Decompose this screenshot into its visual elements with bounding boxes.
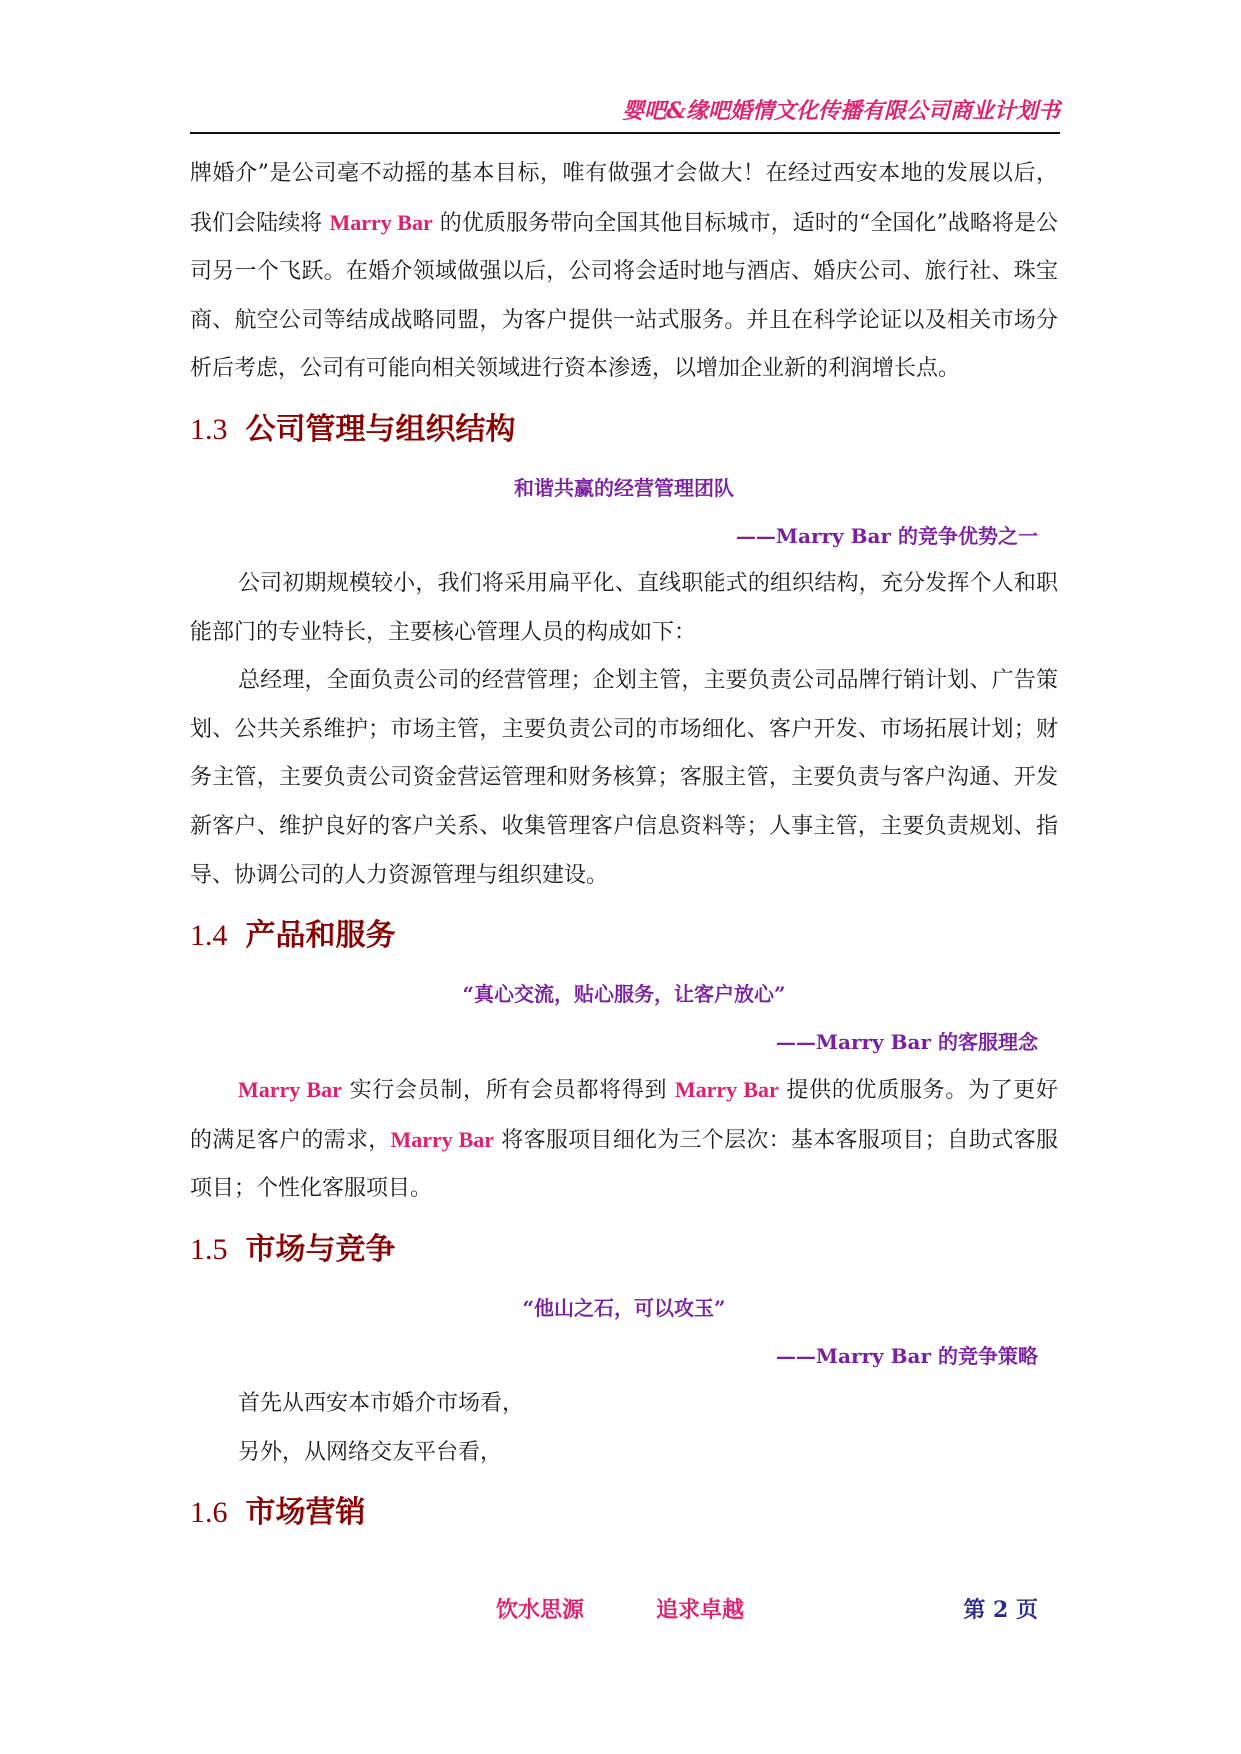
section-motto-attribution: ——Marry Bar 的竞争优势之一: [735, 523, 1038, 548]
document-title: 婴吧&缘吧婚情文化传播有限公司商业计划书: [622, 98, 1060, 124]
section-heading-1-6: [190, 1485, 1058, 1547]
body-paragraph: 另外，从网络交友平台看，: [238, 1439, 503, 1465]
footer-slogan: 追求卓越: [656, 1597, 745, 1623]
section-heading-1-5: [190, 1222, 1058, 1284]
section-title: 市场营销: [245, 1495, 366, 1531]
brand-name: Marry Bar: [674, 1077, 779, 1103]
brand-name: Marry Bar: [238, 1077, 342, 1103]
intro-text-a: 牌婚介”是公司毫不动摇的基本目标，唯有做强才会做大！在经过西安本地的发展以后，我们会陆续将: [190, 161, 1058, 236]
section-motto-attribution: ——Marry Bar 的竞争策略: [775, 1343, 1038, 1368]
section-motto-attribution: ——Marry Bar 的客服理念: [775, 1030, 1038, 1055]
body-paragraph: 总经理，全面负责公司的经营管理；企划主管，主要负责公司品牌行销计划、广告策划、公共关系维护；市场主管，主要负责公司的市场细化、客户开发、市场拓展计划；财务主管，主要负责公司资金营运管理和财务核算；客服主管，主要负责与客户沟通、开发新客户、维护良好的客户关系、收集管理客户信息资料等；人事主管，主要负责规划、指导、协调公司的人力资源管理与组织建设。: [190, 668, 1058, 888]
page-content: [190, 150, 1058, 1547]
section-number: 1.6: [190, 1496, 228, 1530]
body-text: 提供的优质服务。为了更好的满足客户的需求，: [190, 1078, 1058, 1153]
brand-name: Marry Bar: [329, 209, 433, 235]
section-title: 市场与竞争: [245, 1231, 396, 1267]
page-number: 第 2 页: [963, 1597, 1038, 1623]
section-motto: 和谐共赢的经营管理团队: [514, 475, 734, 500]
section-heading-1-3: [190, 402, 1058, 464]
section-number: 1.3: [190, 412, 228, 446]
page-header: [190, 94, 1060, 134]
intro-text-b: 的优质服务带向全国其他目标城市，适时的“全国化”战略将是公司另一个飞跃。在婚介领域做强以后，公司将会适时地与酒店、婚庆公司、旅行社、珠宝商、航空公司等结成战略同盟，为客户提供一站式服务。并且在科学论证以及相关市场分析后考虑，公司有可能向相关领域进行资本渗透，以增加企业新的利润增长点。: [190, 210, 1058, 382]
section-title: 公司管理与组织结构: [245, 411, 516, 447]
brand-name: Marry Bar: [390, 1126, 495, 1152]
intro-paragraph: [190, 150, 1058, 394]
section-number: 1.5: [190, 1232, 228, 1266]
section-motto: “真心交流，贴心服务，让客户放心”: [462, 982, 786, 1007]
page-footer: [190, 1590, 1058, 1630]
section-number: 1.4: [190, 919, 228, 953]
section-motto: “他山之石，可以攻玉”: [522, 1295, 726, 1320]
body-text: 将客服项目细化为三个层次：基本客服项目；自助式客服项目；个性化客服项目。: [190, 1127, 1058, 1202]
body-paragraph: [190, 1066, 1058, 1214]
footer-slogan: 饮水思源: [496, 1597, 585, 1623]
body-text: 实行会员制，所有会员都将得到: [341, 1078, 675, 1104]
section-heading-1-4: [190, 908, 1058, 970]
section-title: 产品和服务: [245, 918, 396, 954]
body-paragraph: 公司初期规模较小，我们将采用扁平化、直线职能式的组织结构，充分发挥个人和职能部门的专业特长，主要核心管理人员的构成如下：: [190, 570, 1058, 645]
body-paragraph: 首先从西安本市婚介市场看，: [238, 1390, 525, 1416]
